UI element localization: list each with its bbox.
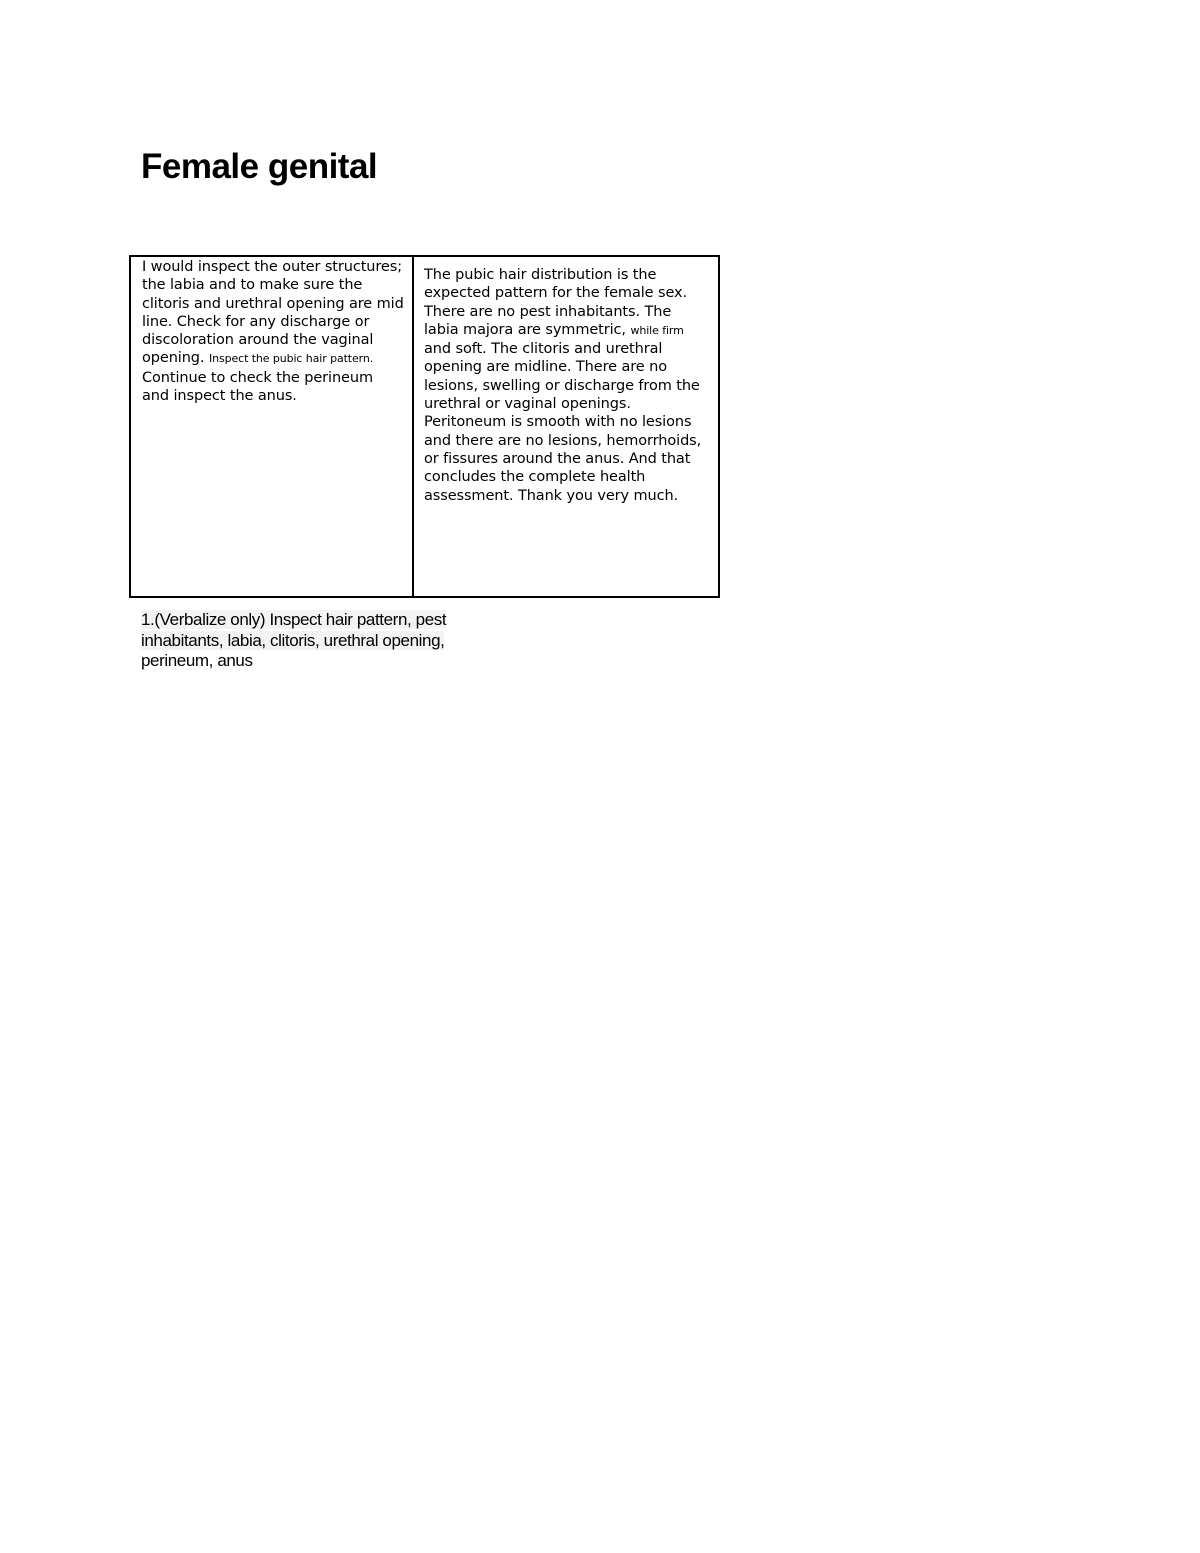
verbalize-instruction bbox=[141, 610, 486, 672]
findings-text-part2: while firm bbox=[630, 323, 684, 337]
procedure-text-part1: I would inspect the outer structures; the labia and to make sure the clitoris and urethral opening are mid line. Check for any discharge or discoloration around the vaginal opening. bbox=[142, 259, 404, 367]
page-title: Female genital bbox=[141, 147, 378, 186]
table-cell-findings bbox=[414, 257, 718, 596]
assessment-table bbox=[129, 255, 720, 598]
findings-text-part1: The pubic hair distribution is the expected pattern for the female sex. There are no pest inhabitants. The labia majora are symmetric, bbox=[424, 267, 688, 338]
verbalize-instruction-highlight: 1.(Verbalize only) Inspect hair pattern, pest inhabitants, labia, clitoris, urethral opening, bbox=[141, 610, 447, 650]
procedure-text-part3: Continue to check the perineum and inspect the anus. bbox=[142, 369, 373, 405]
table-cell-procedure bbox=[131, 257, 414, 596]
procedure-text bbox=[142, 258, 404, 405]
findings-text bbox=[424, 266, 708, 505]
procedure-text-part2: Inspect the pubic hair pattern. bbox=[208, 352, 374, 366]
verbalize-instruction-rest: perineum, anus bbox=[141, 651, 253, 671]
findings-text-part3: and soft. The clitoris and urethral opening are midline. There are no lesions, swelling or discharge from the urethral or vaginal openings. Peritoneum is smooth with no lesions and there are no lesions, hemorrhoids, or fissures around the anus. And that concludes the complete health assessment. Thank you very much. bbox=[424, 341, 702, 504]
